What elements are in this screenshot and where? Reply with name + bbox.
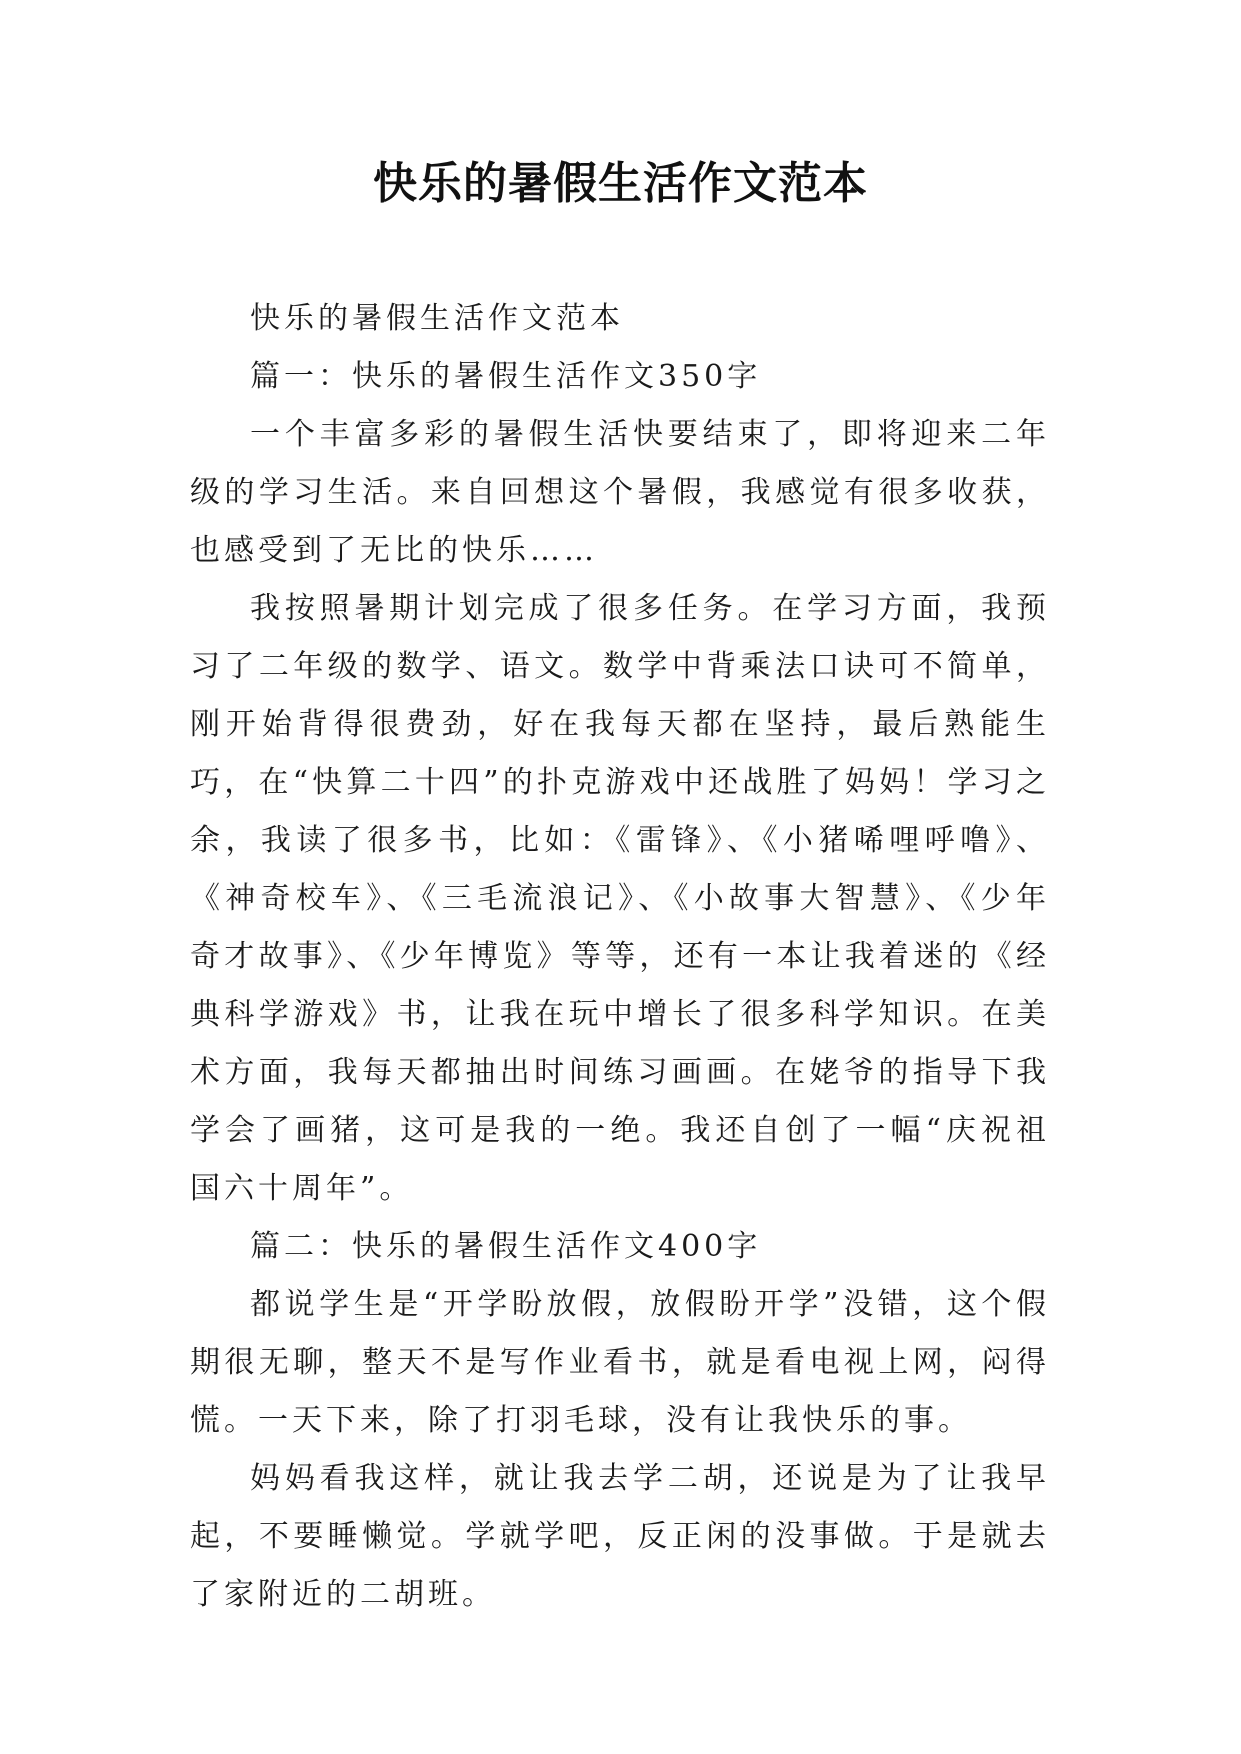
- paragraph: 都说学生是“开学盼放假，放假盼开学”没错，这个假期很无聊，整天不是写作业看书，就是看电视上网，闷得慌。一天下来，除了打羽毛球，没有让我快乐的事。: [190, 1287, 1050, 1438]
- paragraph: 妈妈看我这样，就让我去学二胡，还说是为了让我早起，不要睡懒觉。学就学吧，反正闲的没事做。于是就去了家附近的二胡班。: [190, 1461, 1050, 1612]
- document-title: 快乐的暑假生活作文范本: [373, 158, 868, 209]
- document-body: [190, 290, 1050, 1624]
- paragraph: 一个丰富多彩的暑假生活快要结束了，即将迎来二年级的学习生活。来自回想这个暑假，我感觉有很多收获，也感受到了无比的快乐……: [190, 417, 1050, 568]
- paragraph-section-one-heading: 篇一：快乐的暑假生活作文350字: [250, 359, 762, 394]
- paragraph-section-two-heading: 篇二：快乐的暑假生活作文400字: [250, 1229, 762, 1264]
- paragraph: 我按照暑期计划完成了很多任务。在学习方面，我预习了二年级的数学、语文。数学中背乘法口诀可不简单，刚开始背得很费劲，好在我每天都在坚持，最后熟能生巧，在“快算二十四”的扑克游戏中还战胜了妈妈！学习之余，我读了很多书，比如：《雷锋》、《小猪唏哩呼噜》、《神奇校车》、《三毛流浪记》、《小故事大智慧》、《少年奇才故事》、《少年博览》等等，还有一本让我着迷的《经典科学游戏》书，让我在玩中增长了很多科学知识。在美术方面，我每天都抽出时间练习画画。在姥爷的指导下我学会了画猪，这可是我的一绝。我还自创了一幅“庆祝祖国六十周年”。: [190, 591, 1050, 1206]
- paragraph-subtitle: 快乐的暑假生活作文范本: [250, 301, 624, 336]
